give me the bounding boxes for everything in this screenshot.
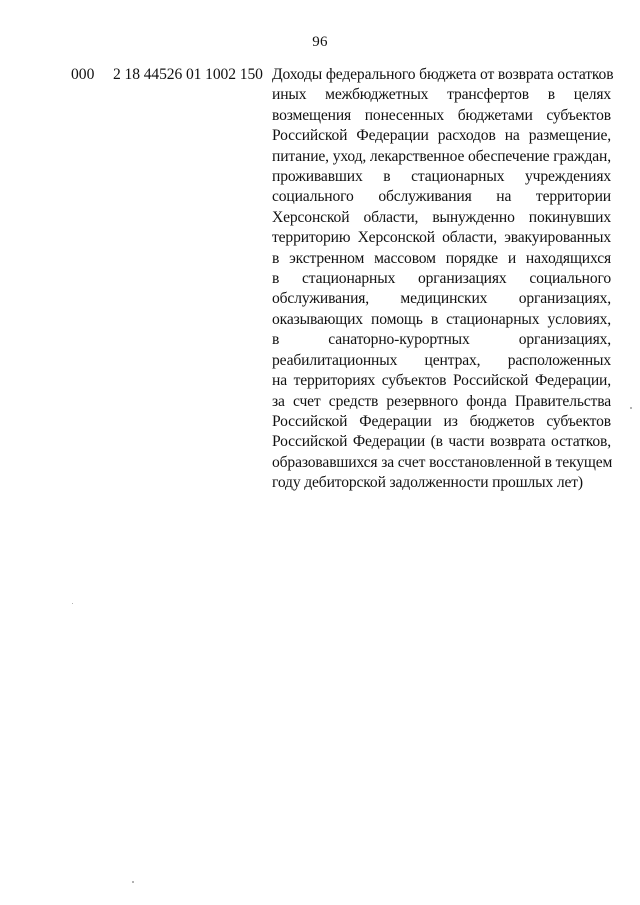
income-description (272, 65, 614, 494)
description-line: иных межбюджетных трансфертов в целях (272, 86, 611, 104)
description-line: на территориях субъектов Российской Федерации, (272, 372, 611, 390)
description-line: возмещения понесенных бюджетами субъектов (272, 106, 611, 124)
description-line: Российской Федерации из бюджетов субъектов (272, 412, 611, 430)
description-line: проживавших в стационарных учреждениях (272, 168, 611, 186)
description-line: образовавшихся за счет восстановленной в текущем (272, 453, 613, 471)
description-line: Доходы федерального бюджета от возврата остатков (272, 66, 614, 83)
scan-speck (72, 603, 73, 604)
description-line: в санаторно-курортных организациях, (272, 331, 611, 349)
description-line: обслуживания, медицинских организациях, (272, 290, 611, 308)
description-line: Российской Федерации расходов на размещение, (272, 127, 611, 145)
description-line: Российской Федерации (в части возврата остатков, (272, 433, 611, 451)
page-number: 96 (312, 34, 328, 50)
scan-speck (630, 407, 632, 409)
administrator-code: 000 (71, 66, 95, 83)
description-line: социального обслуживания на территории (272, 188, 611, 206)
description-line: в экстренном массовом порядке и находящихся (272, 249, 611, 267)
scan-speck (132, 881, 134, 883)
description-line: году дебиторской задолженности прошлых лет) (272, 474, 583, 492)
description-line: оказывающих помощь в стационарных условиях, (272, 310, 611, 328)
description-line: территорию Херсонской области, эвакуированных (272, 229, 611, 247)
budget-classification-code: 2 18 44526 01 1002 150 (113, 66, 263, 83)
description-line: за счет средств резервного фонда Правительства (272, 392, 611, 410)
description-line: Херсонской области, вынужденно покинувших (272, 208, 611, 226)
description-line: реабилитационных центрах, расположенных (272, 351, 611, 369)
description-line: в стационарных организациях социального (272, 270, 611, 288)
description-line: питание, уход, лекарственное обеспечение граждан, (272, 147, 611, 165)
